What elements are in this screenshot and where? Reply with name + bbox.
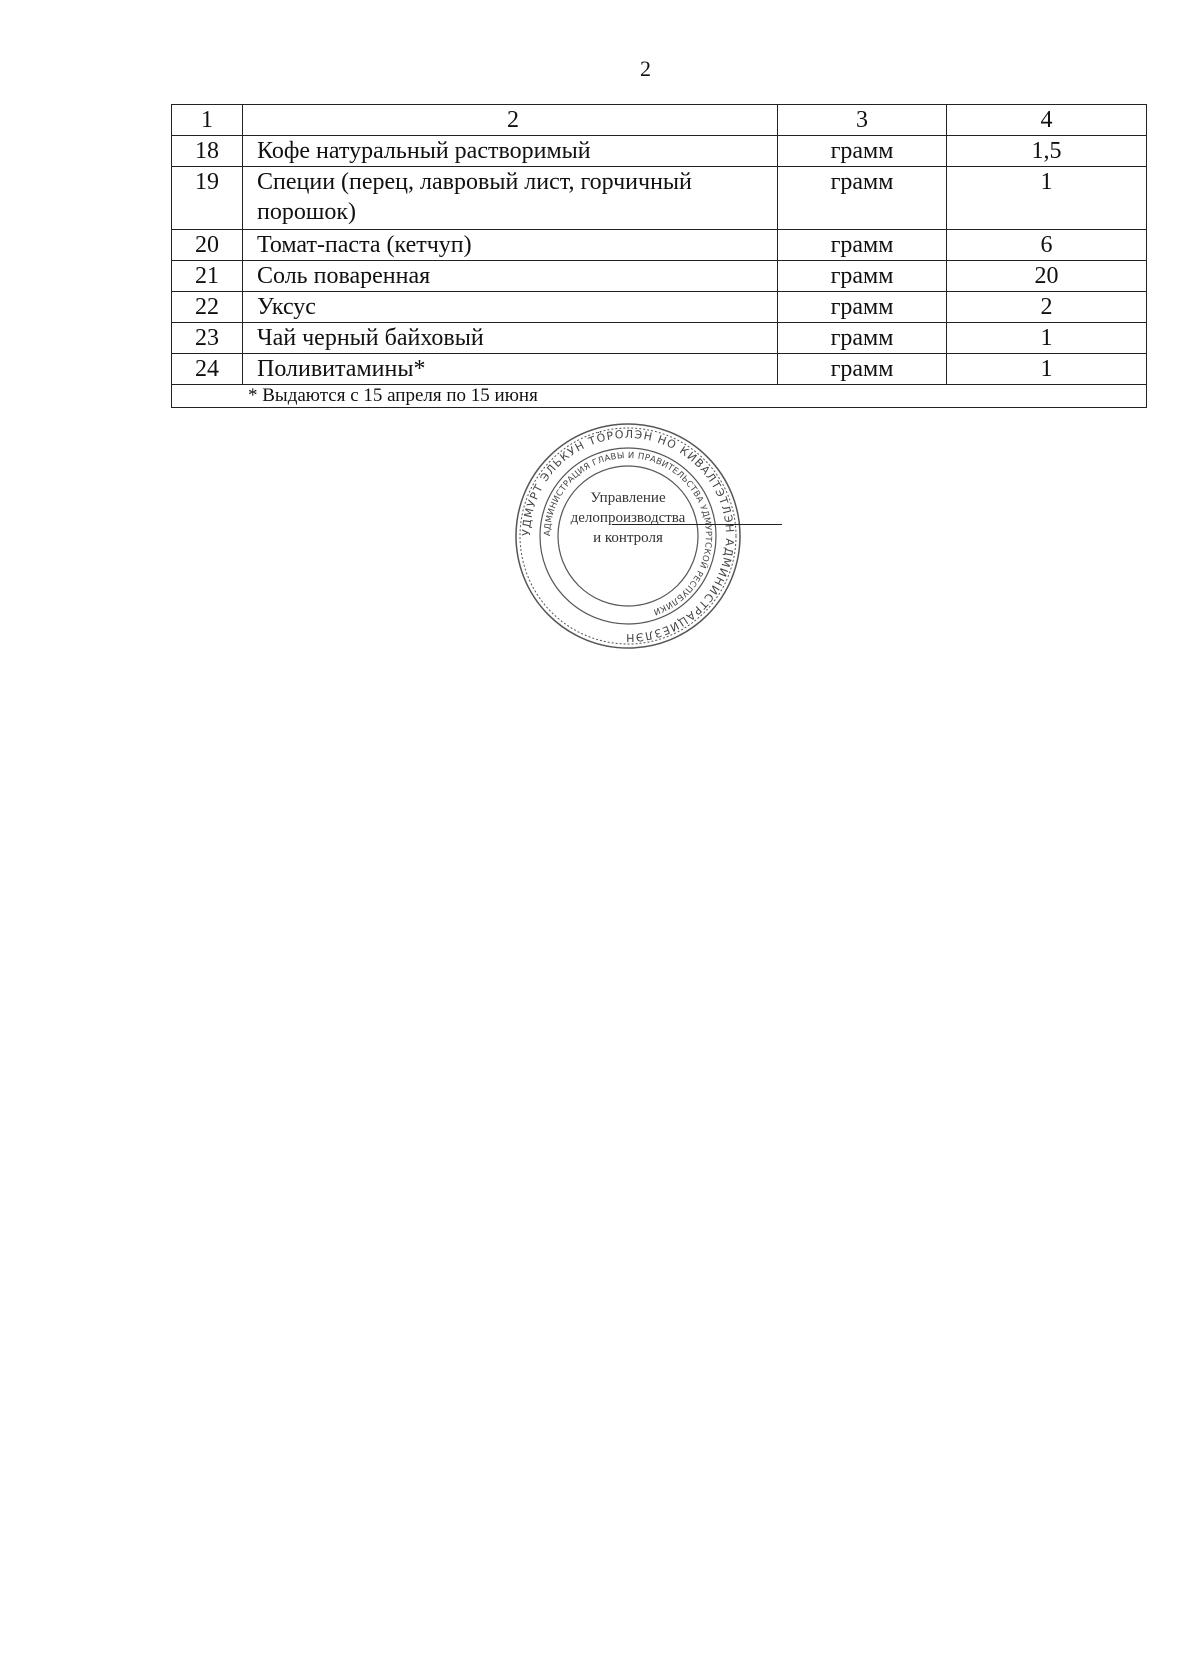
- product-name: Поливитамины*: [243, 354, 778, 385]
- table-row: [172, 323, 1147, 354]
- unit: грамм: [778, 136, 947, 167]
- table-row: [172, 292, 1147, 323]
- row-number: 22: [172, 292, 243, 323]
- unit: грамм: [778, 354, 947, 385]
- unit: грамм: [778, 323, 947, 354]
- footnote: * Выдаются с 15 апреля по 15 июня: [172, 385, 1147, 408]
- header-col-3: 3: [778, 105, 947, 136]
- row-number: 20: [172, 230, 243, 261]
- quantity: 6: [947, 230, 1147, 261]
- table-header-row: [172, 105, 1147, 136]
- unit: грамм: [778, 261, 947, 292]
- quantity: 1: [947, 167, 1147, 230]
- quantity: 2: [947, 292, 1147, 323]
- quantity: 1: [947, 354, 1147, 385]
- quantity: 1,5: [947, 136, 1147, 167]
- row-number: 24: [172, 354, 243, 385]
- header-col-1: 1: [172, 105, 243, 136]
- norms-table: [171, 104, 1147, 408]
- seal-line-1: Управление: [590, 490, 666, 506]
- table-row: [172, 136, 1147, 167]
- quantity: 1: [947, 323, 1147, 354]
- product-name: Специи (перец, лавровый лист, горчичный порошок): [243, 167, 778, 230]
- row-number: 19: [172, 167, 243, 230]
- seal-inner-text: АДМИНИСТРАЦИЯ ГЛАВЫ И ПРАВИТЕЛЬСТВА УДМУРТСКОЙ РЕСПУБЛИКИ: [542, 450, 714, 617]
- product-name: Уксус: [243, 292, 778, 323]
- signature-line: [612, 524, 782, 525]
- page-number: 2: [640, 56, 651, 81]
- table-row: [172, 167, 1147, 230]
- unit: грамм: [778, 292, 947, 323]
- table-row: [172, 354, 1147, 385]
- header-col-2: 2: [243, 105, 778, 136]
- row-number: 23: [172, 323, 243, 354]
- unit: грамм: [778, 167, 947, 230]
- quantity: 20: [947, 261, 1147, 292]
- product-name: Томат-паста (кетчуп): [243, 230, 778, 261]
- unit: грамм: [778, 230, 947, 261]
- seal-line-2: делопроизводства: [570, 510, 686, 526]
- product-name: Чай черный байховый: [243, 323, 778, 354]
- footnote-row: [172, 385, 1147, 408]
- row-number: 21: [172, 261, 243, 292]
- header-col-4: 4: [947, 105, 1147, 136]
- product-name: Кофе натуральный растворимый: [243, 136, 778, 167]
- table-row: [172, 230, 1147, 261]
- seal-outer-text: УДМУРТ ЭЛЬКУН ТӦРОЛЭН НО КИВАЛТЭТЛЭН АДМИНИСТРАЦИЕЗЛЭН: [519, 427, 737, 645]
- table-row: [172, 261, 1147, 292]
- product-name: Соль поваренная: [243, 261, 778, 292]
- seal-center-text: [538, 488, 718, 548]
- row-number: 18: [172, 136, 243, 167]
- seal-line-3: и контроля: [593, 530, 663, 546]
